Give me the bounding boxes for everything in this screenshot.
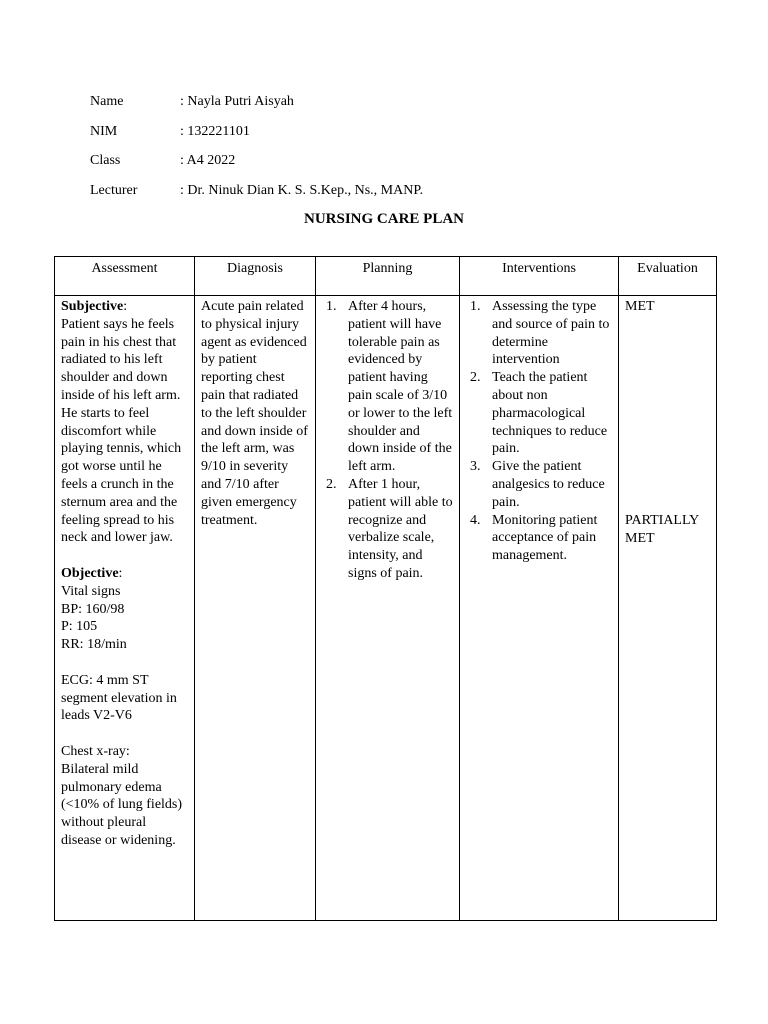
subjective-text: Patient says he feels pain in his chest that radiated to his left shoulder and down inside of his left arm. He starts to feel discomfort while playing tennis, which got worse until he feels a crunch in the sternum area and the feeling spread to his neck and lower jaw. bbox=[61, 316, 182, 546]
nim-label: NIM bbox=[90, 124, 118, 139]
diagnosis-cell bbox=[195, 296, 316, 921]
column-header-assessment: Assessment bbox=[55, 257, 195, 296]
vital-signs-heading: Vital signs bbox=[61, 583, 121, 599]
intervention-item-text: Assessing the type and source of pain to determine intervention bbox=[492, 299, 610, 368]
objective-block: Objective: Vital signs BP: 160/98 P: 105 RR: 18/min bbox=[61, 565, 189, 654]
objective-label: Objective bbox=[61, 565, 119, 581]
class-label: Class bbox=[90, 153, 121, 168]
diagnosis-text: Acute pain related to physical injury agent as evidenced by patient reporting chest pain that radiated to the left shoulder and down inside of the left arm, was 9/10 in severity and 7/10 after given emergency treatment. bbox=[201, 299, 308, 528]
planning-item-text: After 1 hour, patient will able to recognize and verbalize scale, intensity, and signs of pain. bbox=[348, 476, 453, 581]
ecg-block bbox=[61, 672, 189, 725]
xray-text: Bilateral mild pulmonary edema (<10% of lung fields) without pleural disease or widening. bbox=[61, 761, 183, 848]
xray-block bbox=[61, 743, 189, 850]
vital-sign-rr: RR: 18/min bbox=[61, 637, 127, 653]
list-item: 4. Monitoring patient acceptance of pain management. bbox=[470, 512, 598, 564]
name-label: Name bbox=[90, 94, 124, 109]
planning-item-text: After 4 hours, patient will have tolerable pain as evidenced by patient having pain scale of 3/10 or lower to the left shoulder and down inside of the left arm. bbox=[348, 299, 453, 475]
planning-list bbox=[322, 298, 454, 583]
evaluation-item-partially-met: PARTIALLY MET bbox=[625, 512, 699, 546]
list-item: 3. Give the patient analgesics to reduce pain. bbox=[470, 459, 605, 510]
vital-sign-bp: BP: 160/98 bbox=[61, 601, 125, 617]
ecg-text: ECG: 4 mm ST segment elevation in leads V2-V6 bbox=[61, 672, 177, 724]
lecturer-value: : Dr. Ninuk Dian K. S. S.Kep., Ns., MANP. bbox=[180, 183, 424, 198]
nursing-care-plan-table bbox=[54, 256, 717, 921]
intervention-item-text: Monitoring patient acceptance of pain management. bbox=[492, 512, 598, 564]
column-header-interventions: Interventions bbox=[460, 257, 619, 296]
nim-value: : 132221101 bbox=[180, 124, 250, 139]
planning-cell bbox=[316, 296, 460, 921]
table-row bbox=[55, 296, 717, 921]
vital-sign-pulse: P: 105 bbox=[61, 619, 98, 635]
list-item: 2. Teach the patient about non pharmacological techniques to reduce pain. bbox=[470, 370, 608, 457]
interventions-cell bbox=[460, 296, 619, 921]
column-header-evaluation: Evaluation bbox=[619, 257, 717, 296]
evaluation-item-met: MET bbox=[625, 299, 655, 314]
subjective-block: Subjective: Patient says he feels pain in his chest that radiated to his left shoulder and down inside of his left arm. He starts to feel discomfort while playing tennis, which got worse until he feels a crunch in the sternum area and the feeling spread to his neck and lower jaw. bbox=[61, 299, 182, 546]
list-item: 2. After 1 hour, patient will able to recognize and verbalize scale, intensity, and signs of pain. bbox=[326, 476, 453, 581]
document-title: NURSING CARE PLAN bbox=[303, 211, 464, 227]
list-item: 1. Assessing the type and source of pain to determine intervention bbox=[470, 299, 610, 368]
intervention-item-text: Teach the patient about non pharmacological techniques to reduce pain. bbox=[492, 370, 608, 457]
interventions-list bbox=[466, 298, 613, 565]
table-header-row bbox=[55, 257, 717, 296]
lecturer-label: Lecturer bbox=[90, 183, 138, 198]
column-header-planning: Planning bbox=[316, 257, 460, 296]
column-header-diagnosis: Diagnosis bbox=[195, 257, 316, 296]
evaluation-cell bbox=[619, 296, 717, 921]
subjective-label: Subjective bbox=[61, 299, 124, 314]
assessment-cell bbox=[55, 296, 195, 921]
class-value: : A4 2022 bbox=[180, 153, 236, 168]
name-value: : Nayla Putri Aisyah bbox=[180, 94, 294, 109]
xray-label: Chest x-ray: bbox=[61, 743, 130, 759]
intervention-item-text: Give the patient analgesics to reduce pain. bbox=[492, 459, 605, 510]
list-item: 1. After 4 hours, patient will have tolerable pain as evidenced by patient having pain scale of 3/10 or lower to the left shoulder and down inside of the left arm. bbox=[326, 299, 453, 475]
